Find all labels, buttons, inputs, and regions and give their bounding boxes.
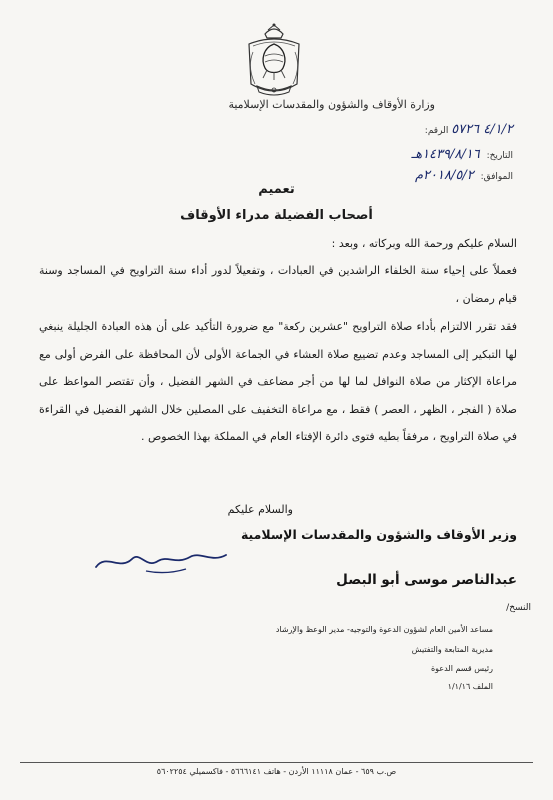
copies-label: النسخ/ — [506, 603, 531, 613]
reference-number-row — [421, 122, 513, 137]
gregorian-date-label: الموافق: — [480, 172, 513, 182]
gregorian-date-row — [415, 168, 513, 183]
signatory-title: وزير الأوقاف والشؤون والمقدسات الإسلامية — [240, 527, 517, 542]
copies-item: مديرية المتابعة والتفتيش — [411, 645, 493, 654]
footer-address: ص.ب ٦٥٩ - عمان ١١١١٨ الأردن - هاتف ٥٦٦٦١٤١ - فاكسميلي ٥٦٠٢٢٥٤ — [156, 767, 397, 776]
hijri-date-value: ١٤٣٩/٨/١٦هـ — [411, 147, 480, 162]
hijri-date-label: التاريخ: — [486, 151, 513, 161]
footer-divider — [20, 762, 533, 763]
greeting-line: السلام عليكم ورحمة الله وبركاته ، وبعد : — [331, 237, 517, 250]
reference-number-value: ٤/١/٢ ٥٧٢٦ — [451, 122, 513, 137]
intro-paragraph: فعملاً على إحياء سنة الخلفاء الراشدين في العبادات ، وتفعيلاً لدور أداء سنة التراويح في المساجد وسنة قيام رمضان ، — [39, 264, 517, 305]
decision-paragraph: فقد تقرر الالتزام بأداء صلاة التراويح "عشرين ركعة" مع ضرورة التأكيد على أن هذه العبادة الجليلة ينبغي لها التبكير إلى المساجد وعدم تضييع صلاة العشاء في الجماعة الأولى لأن المحافظة على الفرض أولى مع مراعاة الإكثار من صلاة النوافل لما لها من أجر مضاعف في الشهر الفضيل ، وأن تقتصر المواعظ على صلاة ( الفجر ، الظهر ، العصر ) فقط ، مع مراعاة التخفيف على المصلين خلال الشهر الفضيل في القراءة في صلاة التراويح ، مرفقاً بطيه فتوى دائرة الإفتاء العام في المملكة بهذا الخصوص . — [39, 320, 517, 444]
circular-title: تعميم — [258, 182, 295, 197]
copies-item: مساعد الأمين العام لشؤون الدعوة والتوجيه- مدير الوعظ والإرشاد — [275, 625, 493, 634]
signatory-name: عبدالناصر موسى أبو البصل — [336, 572, 517, 588]
handwritten-signature — [86, 545, 236, 579]
gregorian-date-value: ٢٠١٨/٥/٢م — [414, 168, 474, 183]
copies-item: الملف ١/١/١٦ — [447, 682, 493, 691]
jordan-crest-icon — [243, 22, 305, 102]
recipient-heading: أصحاب الفضيلة مدراء الأوقاف — [180, 208, 373, 223]
closing-line: والسلام عليكم — [227, 503, 293, 516]
reference-number-label: الرقم: — [424, 126, 449, 136]
copies-item: رئيس قسم الدعوة — [430, 664, 493, 673]
hijri-date-row — [411, 147, 513, 162]
ministry-name: وزارة الأوقاف والشؤون والمقدسات الإسلامية — [228, 98, 435, 111]
